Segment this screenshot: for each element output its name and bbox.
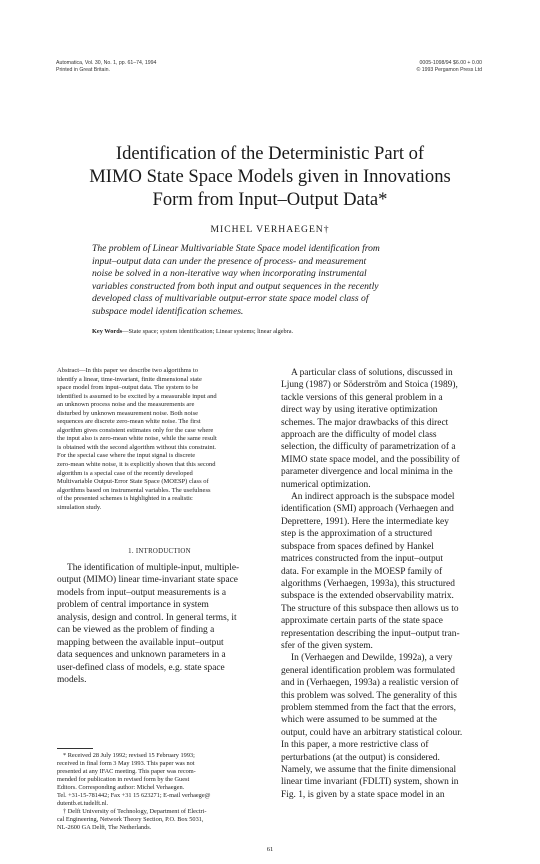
body-line: which were assumed to be summed at the — [281, 715, 437, 726]
summary-italic — [92, 243, 392, 319]
abstract-line: identify a linear, time-invariant, finite dimensional state — [57, 375, 202, 383]
abstract-line: identified is assumed to be excited by a measurable input and — [57, 392, 217, 400]
footnote-line: presented at any IFAC meeting. This paper was recom- — [57, 768, 196, 775]
body-line: Fig. 1, is given by a state space model in an — [281, 789, 445, 800]
abstract-line: algorithms based on instrumental variables. The usefulness — [57, 486, 211, 494]
journal-citation — [56, 60, 156, 74]
footnote-line: * Received 28 July 1992; revised 15 February 1993; — [63, 752, 195, 759]
abstract-line: Multivariable Output-Error State Space (MOESP) class of — [57, 478, 209, 486]
body-line: algorithms (Verhaegen, 1993a), this structured — [281, 578, 455, 589]
section-heading: 1. INTRODUCTION — [128, 548, 191, 555]
body-line: tackle versions of this general problem in a — [281, 392, 443, 403]
abstract-line: an unknown process noise and the measurements are — [57, 401, 195, 409]
footnote-line: mended for publication in revised form by the Guest — [57, 776, 190, 783]
right-column-text — [281, 367, 491, 801]
body-line: selection, the difficulty of parametrization of a — [281, 442, 456, 453]
body-line: A particular class of solutions, discussed in — [291, 368, 453, 378]
abstract-line: Abstract—In this paper we describe two algorithms to — [57, 367, 198, 374]
intro-line: models from input–output measurements is a — [57, 587, 226, 598]
footnote-line: NL-2600 GA Delft, The Netherlands. — [57, 824, 152, 831]
abstract-line: is obtained with the second algorithm without this constraint. — [57, 443, 217, 451]
page-number: 61 — [266, 846, 274, 853]
body-line: and in (Verhaegen, 1993a) a realistic version of — [281, 678, 459, 689]
body-line: In (Verhaegen and Dewilde, 1992a), a very — [291, 653, 453, 664]
body-line: The structure of this subspace then allows us to — [281, 603, 459, 614]
intro-line: problem of central importance in system — [57, 600, 209, 611]
body-line: general identification problem was formulated — [281, 665, 455, 676]
body-line: MIMO state space model, and the possibility of — [281, 454, 460, 465]
intro-line: analysis, design and control. In general terms, it — [57, 612, 237, 623]
journal-citation-line: Automatica, Vol. 30, No. 1, pp. 61–74, 1994 — [56, 60, 157, 66]
body-line: output, could have an arbitrary statistical colour. — [281, 727, 463, 738]
body-line: subspace is the extended observability matrix. — [281, 591, 454, 602]
summary-line: noise be solved in a non-iterative way when incorporating instrumental — [92, 268, 367, 280]
abstract-line: of the presented schemes is highlighted in a realistic — [57, 495, 193, 503]
journal-citation-line: Printed in Great Britain. — [56, 66, 110, 73]
body-line: In this paper, a more restrictive class of — [281, 740, 429, 751]
body-line: identification (SMI) approach (Verhaegen and — [281, 504, 454, 515]
abstract — [57, 367, 262, 512]
issn-copyright — [416, 60, 482, 74]
introduction-text — [57, 562, 262, 687]
abstract-line: algorithm gives consistent estimates only for the case where — [57, 426, 214, 434]
summary-line: The problem of Linear Multivariable State Space model identification from — [92, 243, 380, 254]
body-line: problem stemmed from the fact that the errors, — [281, 702, 456, 713]
intro-line: models. — [57, 675, 87, 686]
footnotes — [57, 752, 262, 832]
body-line: direct way by using iterative optimization — [281, 405, 438, 416]
body-line: Ljung (1987) or Söderström and Stoica (1989), — [281, 380, 458, 391]
footnote-line: Tel. +31-15-781442; Fax +31 15 623271; E-mail verhaege@ — [57, 792, 211, 799]
abstract-line: sequences are discrete zero-mean white noise. The first — [57, 418, 201, 426]
intro-line: data sequences and unknown parameters in a — [57, 650, 226, 661]
body-line: numerical optimization. — [281, 479, 371, 490]
summary-line: input–output data can under the presence of process- and measurement — [92, 255, 367, 267]
footnote-line: received in final form 3 May 1993. This paper was not — [57, 760, 195, 767]
body-line: matrices constructed from the input–output — [281, 554, 443, 565]
abstract-line: space model from input–output data. The system to be — [57, 384, 199, 392]
abstract-line: zero-mean white noise, it is explicitly shown that this second — [57, 461, 216, 469]
body-line: linear time invariant (FDLTI) system, shown in — [281, 777, 459, 788]
body-line: data. For example in the MOESP family of — [281, 566, 443, 577]
summary-line: developed class of multivariable output-error state space model class of — [92, 293, 369, 305]
body-line: An indirect approach is the subspace model — [291, 492, 455, 503]
summary-line: variables constructed from both input and output sequences in the recently — [92, 280, 379, 292]
summary-line: subspace model identification schemes. — [92, 305, 244, 317]
body-line: Deprettere, 1991). Here the intermediate key — [281, 516, 449, 527]
footnote-line: cal Engineering, Network Theory Section, P.O. Box 5031, — [57, 816, 204, 823]
abstract-line: the input also is zero-mean white noise, while the same result — [57, 435, 217, 443]
body-line: parameter divergence and local minima in the — [281, 467, 453, 478]
footnote-line: dutentb.et.tudelft.nl. — [57, 800, 109, 807]
body-line: Namely, we assume that the finite dimensional — [281, 765, 457, 775]
body-line: step is the approximation of a structured — [281, 529, 433, 540]
copyright-line: © 1993 Pergamon Press Ltd — [416, 66, 482, 73]
intro-line: The identification of multiple-input, multiple- — [67, 563, 240, 573]
key-words-label: Key Words — [92, 328, 123, 335]
intro-line: user-defined class of models, e.g. state space — [57, 662, 225, 673]
footnote-line: † Delft University of Technology, Department of Electri- — [63, 808, 207, 815]
body-line: approximate certain parts of the state space — [281, 616, 443, 627]
title-line: Identification of the Deterministic Part of — [115, 143, 425, 164]
abstract-line: disturbed by unknown measurement noise. Both noise — [57, 409, 198, 417]
paper-title — [40, 142, 500, 211]
intro-line: mapping between the available input–output — [57, 637, 224, 648]
abstract-line: For the special case where the input signal is discrete — [57, 452, 196, 460]
key-words — [92, 328, 293, 335]
abstract-line: algorithm is a special case of the recently developed — [57, 469, 193, 477]
issn-line: 0005-1098/94 $6.00 + 0.00 — [419, 60, 482, 66]
abstract-line: simulation study. — [57, 503, 102, 511]
body-line: schemes. The major drawbacks of this direct — [281, 417, 449, 428]
author-name: MICHEL VERHAEGEN† — [210, 224, 330, 235]
body-line: representation describing the input–output tran- — [281, 628, 460, 639]
key-words-text: —State space; system identification; Linear systems; linear algebra. — [122, 328, 294, 335]
title-line: MIMO State Space Models given in Innovations — [89, 166, 451, 187]
intro-line: output (MIMO) linear time-invariant state space — [57, 575, 238, 586]
body-line: approach are the difficulty of model class — [281, 430, 437, 441]
footnote-line: Editors. Corresponding author: Michel Verhaegen. — [57, 784, 185, 791]
body-line: sfer of the given system. — [281, 640, 373, 651]
footnote-rule — [57, 748, 93, 749]
body-line: subspace from spaces defined by Hankel — [281, 541, 434, 552]
body-line: perturbations (at the output) is considered. — [281, 752, 440, 763]
body-line: this problem was solved. The generality of this — [281, 690, 457, 701]
title-line: Form from Input–Output Data* — [152, 189, 388, 210]
intro-line: can be viewed as the problem of finding a — [57, 625, 215, 636]
